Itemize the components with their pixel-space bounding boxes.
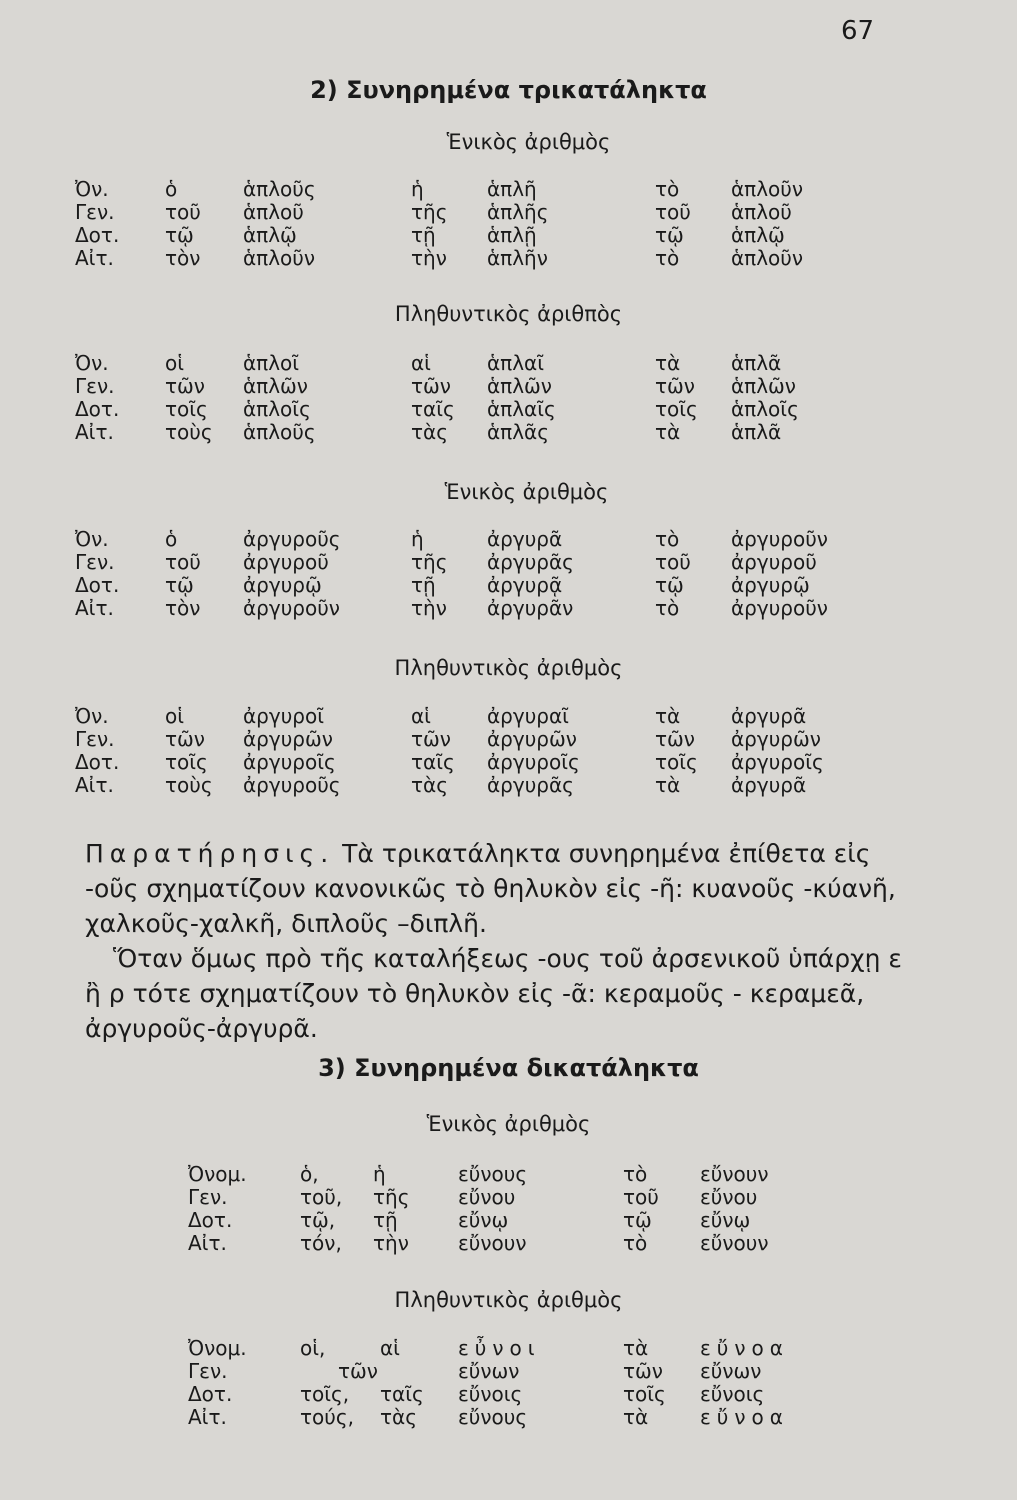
- article-masc: τοὺς: [165, 773, 213, 797]
- article-neut: τὸ: [655, 527, 680, 551]
- form-masc: ἀργυροῦς: [243, 773, 341, 797]
- article-neut: τῷ: [655, 573, 684, 597]
- plural-label: Πληθυντικὸς ἀριθμὸς: [394, 656, 623, 680]
- article-neut: τὸ: [655, 246, 680, 270]
- singular-label: Ἑνικὸς ἀριθμὸς: [444, 480, 609, 504]
- form-masc-fem: εὔνοις: [458, 1382, 523, 1406]
- article-fem: ἡ: [411, 527, 424, 551]
- form-fem: ἀργυρῶν: [487, 727, 577, 751]
- article-masc: τούς,: [300, 1405, 354, 1429]
- article-fem: τῇ: [373, 1208, 398, 1232]
- article-fem: αἱ: [380, 1336, 400, 1360]
- remark-label: Παρατήρησις.: [85, 839, 335, 868]
- case-label: Ὀν.: [75, 704, 109, 728]
- article-fem: τῶν: [411, 374, 451, 398]
- form-fem: ἁπλαῖ: [487, 351, 545, 375]
- article-masc-fem: τῶν: [338, 1359, 378, 1383]
- form-fem: ἀργυρᾷ: [487, 573, 563, 597]
- article-neut: τὰ: [655, 704, 681, 728]
- article-fem: ταῖς: [411, 750, 455, 774]
- form-masc: ἁπλοῦν: [243, 246, 316, 270]
- form-neut: ἀργυροῦν: [731, 527, 828, 551]
- article-neut: τοῖς: [655, 397, 698, 421]
- article-fem: ταῖς: [411, 397, 455, 421]
- article-fem: τῆς: [411, 200, 448, 224]
- article-neut: τῶν: [655, 727, 695, 751]
- singular-label: Ἑνικὸς ἀριθμὸς: [426, 1112, 591, 1136]
- form-masc: ἀργυροῖς: [243, 750, 336, 774]
- form-fem: ἀργυρᾶς: [487, 550, 574, 574]
- article-neut: τὸ: [655, 596, 680, 620]
- form-masc: ἀργυροῖ: [243, 704, 324, 728]
- form-neut: ἀργυροῖς: [731, 750, 824, 774]
- section-2-title: 2) Συνηρημένα τρικατάληκτα: [310, 76, 707, 104]
- form-fem: ἁπλῶν: [487, 374, 552, 398]
- case-label: Δοτ.: [75, 573, 120, 597]
- form-neut: ἁπλοῖς: [731, 397, 799, 421]
- article-neut: τὰ: [655, 773, 681, 797]
- article-masc: τὸν: [165, 596, 201, 620]
- article-neut: τοῖς: [623, 1382, 666, 1406]
- plural-label: Πληθυντικὸς ἀριθμὸς: [394, 1288, 623, 1312]
- article-masc: τοῦ: [165, 550, 201, 574]
- article-neut: τὰ: [655, 351, 681, 375]
- article-masc: οἱ,: [300, 1336, 326, 1360]
- article-neut: τὰ: [655, 420, 681, 444]
- form-masc-fem: εὔνου: [458, 1185, 516, 1209]
- case-label: Γεν.: [75, 550, 115, 574]
- article-neut: τῶν: [655, 374, 695, 398]
- article-neut: τὰ: [623, 1405, 649, 1429]
- form-neut: εὔνουν: [700, 1231, 769, 1255]
- form-masc: ἁπλοῦς: [243, 420, 316, 444]
- case-label: Γεν.: [75, 727, 115, 751]
- form-masc-fem: εὔνῳ: [458, 1208, 509, 1232]
- form-neut: ἁπλᾶ: [731, 420, 782, 444]
- case-label: Δοτ.: [188, 1208, 233, 1232]
- article-masc: τοῦ: [165, 200, 201, 224]
- section-3-title: 3) Συνηρημένα δικατάληκτα: [318, 1054, 699, 1082]
- article-masc: τῶν: [165, 727, 205, 751]
- form-fem: ἁπλῆς: [487, 200, 549, 224]
- form-masc-fem: εὔνους: [458, 1405, 528, 1429]
- form-masc: ἁπλοῖ: [243, 351, 300, 375]
- article-neut: τοῖς: [655, 750, 698, 774]
- form-fem: ἀργυρᾶς: [487, 773, 574, 797]
- form-fem: ἁπλᾶς: [487, 420, 549, 444]
- form-fem: ἁπλῆ: [487, 177, 537, 201]
- form-neut: εὔνῳ: [700, 1208, 751, 1232]
- form-neut: ἁπλῷ: [731, 223, 785, 247]
- article-neut: τοῦ: [623, 1185, 659, 1209]
- case-label: Αἰτ.: [188, 1405, 227, 1429]
- article-masc: τῷ,: [300, 1208, 336, 1232]
- article-fem: αἱ: [411, 704, 431, 728]
- remark-text: Τὰ τρικατάληκτα συνηρημένα ἐπίθετα εἰς -οῦς σχηματίζουν κανονικῶς τὸ θηλυκὸν εἰς -ῆ: κυανοῦς -κύανῆ, χαλκοῦς-χαλκῆ, διπλοῦς –διπλῆ.: [85, 839, 896, 938]
- article-fem: τὰς: [411, 773, 448, 797]
- remark: [85, 836, 915, 1046]
- case-label: Γεν.: [188, 1185, 228, 1209]
- form-masc-fem: εὖνοι: [458, 1336, 541, 1360]
- article-fem: ταῖς: [380, 1382, 424, 1406]
- article-masc: τὸν: [165, 246, 201, 270]
- form-neut: ἁπλοῦν: [731, 246, 804, 270]
- form-fem: ἁπλαῖς: [487, 397, 556, 421]
- form-neut: εὔνου: [700, 1185, 758, 1209]
- article-fem: τὴν: [373, 1231, 409, 1255]
- form-masc-fem: εὔνους: [458, 1162, 528, 1186]
- article-masc: τῷ: [165, 223, 194, 247]
- form-neut: εὔνων: [700, 1359, 762, 1383]
- form-masc-fem: εὔνουν: [458, 1231, 527, 1255]
- article-neut: τὸ: [623, 1162, 648, 1186]
- form-neut: ἁπλοῦ: [731, 200, 792, 224]
- article-masc: τόν,: [300, 1231, 342, 1255]
- form-masc: ἀργυροῦν: [243, 596, 340, 620]
- form-fem: ἀργυροῖς: [487, 750, 580, 774]
- article-fem: τῆς: [373, 1185, 410, 1209]
- form-neut: εὔνουν: [700, 1162, 769, 1186]
- form-neut: ἀργυρᾶ: [731, 773, 807, 797]
- article-neut: τὰ: [623, 1336, 649, 1360]
- article-fem: αἱ: [411, 351, 431, 375]
- form-neut: εὔνοα: [700, 1336, 789, 1360]
- case-label: Γεν.: [188, 1359, 228, 1383]
- article-neut: τὸ: [655, 177, 680, 201]
- case-label: Γεν.: [75, 374, 115, 398]
- form-fem: ἀργυραῖ: [487, 704, 569, 728]
- article-fem: ἡ: [411, 177, 424, 201]
- article-fem: τῆς: [411, 550, 448, 574]
- case-label: Ὀν.: [75, 351, 109, 375]
- form-masc: ἀργυρῶν: [243, 727, 333, 751]
- article-fem: τὰς: [380, 1405, 417, 1429]
- article-neut: τοῦ: [655, 200, 691, 224]
- plural-label: Πληθυντικὸς ἀριθπὸς: [394, 302, 623, 326]
- article-fem: τῶν: [411, 727, 451, 751]
- singular-label: Ἑνικὸς ἀριθμὸς: [446, 130, 611, 154]
- form-masc: ἁπλοῖς: [243, 397, 311, 421]
- form-neut: ἁπλοῦν: [731, 177, 804, 201]
- article-neut: τῷ: [655, 223, 684, 247]
- article-masc: ὁ: [165, 177, 178, 201]
- form-neut: εὔνοις: [700, 1382, 765, 1406]
- case-label: Αἰτ.: [75, 773, 114, 797]
- article-fem: ἡ: [373, 1162, 386, 1186]
- form-masc: ἀργυρῷ: [243, 573, 322, 597]
- case-label: Ὀν.: [75, 527, 109, 551]
- article-masc: οἱ: [165, 704, 185, 728]
- case-label: Δοτ.: [188, 1382, 233, 1406]
- article-masc: τοῖς: [165, 397, 208, 421]
- article-fem: τῇ: [411, 573, 436, 597]
- form-neut: ἀργυρᾶ: [731, 704, 807, 728]
- article-neut: τῶν: [623, 1359, 663, 1383]
- form-masc-fem: εὔνων: [458, 1359, 520, 1383]
- remark-paragraph: Ὅταν ὅμως πρὸ τῆς καταλήξεως -ους τοῦ ἀρσενικοῦ ὑπάρχῃ ε ἢ ρ τότε σχηματίζουν τὸ θηλυκὸν εἰς -ᾶ: κεραμοῦς - κεραμεᾶ, ἀργυροῦς-ἀργυρᾶ.: [85, 944, 902, 1043]
- article-neut: τῷ: [623, 1208, 652, 1232]
- case-label: Αἰτ.: [75, 596, 114, 620]
- form-masc: ἁπλοῦς: [243, 177, 316, 201]
- form-fem: ἀργυρᾶ: [487, 527, 563, 551]
- form-neut: ἀργυροῦν: [731, 596, 828, 620]
- article-masc: τοῖς,: [300, 1382, 350, 1406]
- article-neut: τὸ: [623, 1231, 648, 1255]
- case-label: Ὀνομ.: [188, 1336, 247, 1360]
- article-neut: τοῦ: [655, 550, 691, 574]
- article-fem: τὰς: [411, 420, 448, 444]
- remark-paragraph: [85, 836, 915, 941]
- form-neut: ἀργυρῷ: [731, 573, 810, 597]
- form-masc: ἁπλῷ: [243, 223, 297, 247]
- form-fem: ἁπλῆν: [487, 246, 548, 270]
- case-label: Ὀνομ.: [188, 1162, 247, 1186]
- case-label: Αἰτ.: [188, 1231, 227, 1255]
- form-neut: ἁπλᾶ: [731, 351, 782, 375]
- form-masc: ἁπλῶν: [243, 374, 308, 398]
- form-masc: ἀργυροῦ: [243, 550, 329, 574]
- form-masc: ἁπλοῦ: [243, 200, 304, 224]
- article-masc: ὁ,: [300, 1162, 319, 1186]
- case-label: Γεν.: [75, 200, 115, 224]
- form-neut: ἁπλῶν: [731, 374, 796, 398]
- article-masc: τοὺς: [165, 420, 213, 444]
- article-masc: ὁ: [165, 527, 178, 551]
- article-fem: τῇ: [411, 223, 436, 247]
- case-label: Δοτ.: [75, 223, 120, 247]
- case-label: Ὀν.: [75, 177, 109, 201]
- article-masc: τοῦ,: [300, 1185, 343, 1209]
- article-masc: τοῖς: [165, 750, 208, 774]
- form-neut: εὔνοα: [700, 1405, 789, 1429]
- article-masc: τῷ: [165, 573, 194, 597]
- case-label: Δοτ.: [75, 750, 120, 774]
- form-masc: ἀργυροῦς: [243, 527, 341, 551]
- case-label: Δοτ.: [75, 397, 120, 421]
- page-number: 67: [841, 16, 875, 46]
- form-neut: ἀργυροῦ: [731, 550, 817, 574]
- form-fem: ἁπλῇ: [487, 223, 537, 247]
- form-neut: ἀργυρῶν: [731, 727, 821, 751]
- form-fem: ἀργυρᾶν: [487, 596, 574, 620]
- case-label: Αἰτ.: [75, 420, 114, 444]
- article-masc: οἱ: [165, 351, 185, 375]
- article-masc: τῶν: [165, 374, 205, 398]
- case-label: Αἰτ.: [75, 246, 114, 270]
- article-fem: τὴν: [411, 596, 447, 620]
- article-fem: τὴν: [411, 246, 447, 270]
